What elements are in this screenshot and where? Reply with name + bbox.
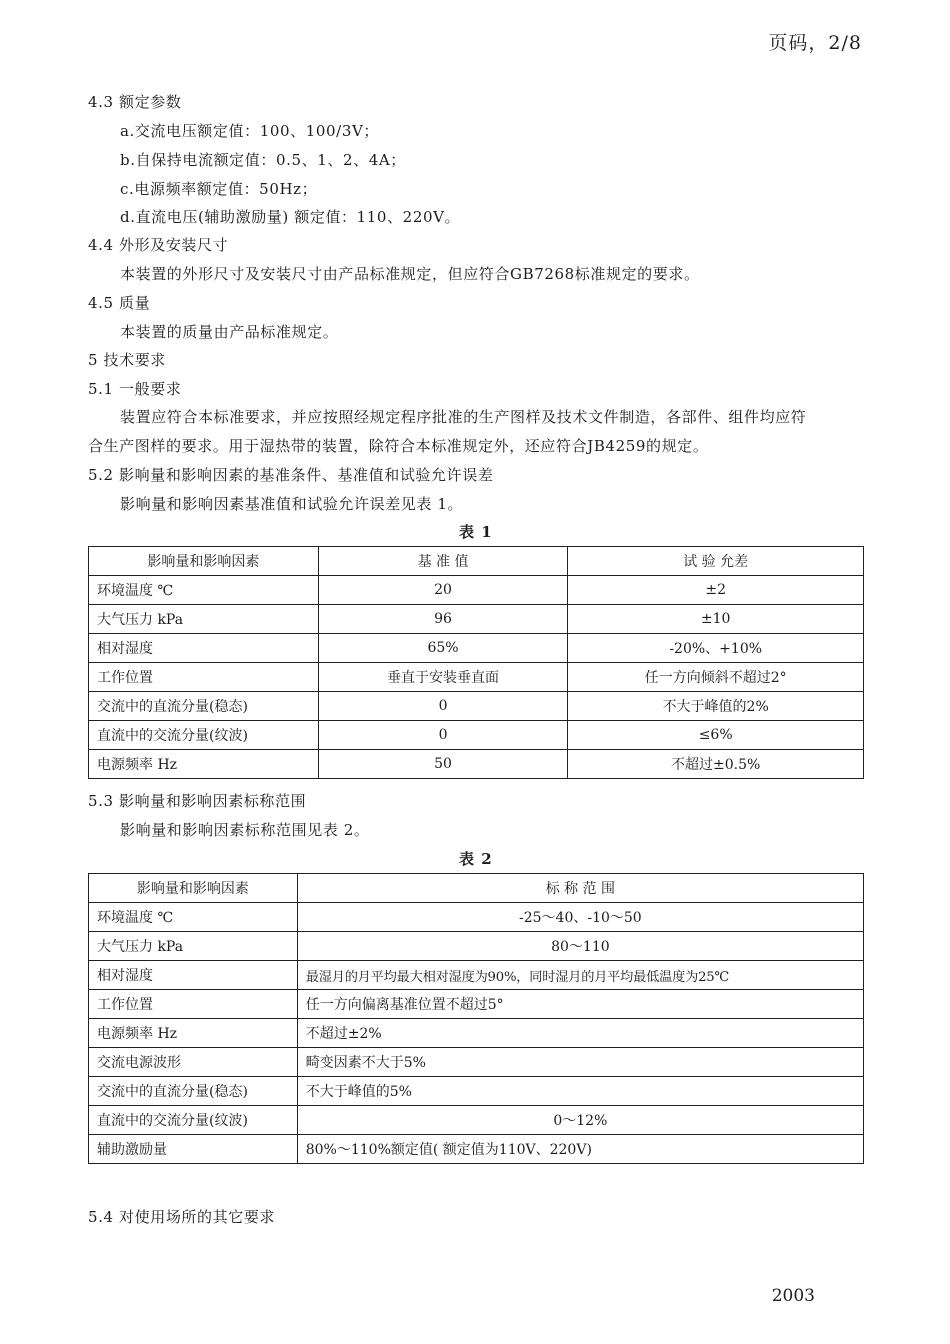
table-cell: 环境温度 ℃ xyxy=(89,576,319,605)
table-row xyxy=(89,721,864,750)
page-number: 页码，2/8 xyxy=(768,32,862,54)
section-5-1-heading: 5.1 一般要求 xyxy=(88,380,182,398)
section-5-1-paragraph-line1: 装置应符合本标准要求，并应按照经规定程序批准的生产图样及技术文件制造，各部件、组件均应符 xyxy=(120,408,807,426)
table-cell: -20%、+10% xyxy=(568,634,864,663)
section-4-5-paragraph: 本装置的质量由产品标准规定。 xyxy=(120,323,339,341)
table2-header-row xyxy=(89,874,864,903)
table-row xyxy=(89,634,864,663)
item-b: b.自保持电流额定值：0.5、1、2、4A； xyxy=(120,151,406,169)
table2 xyxy=(88,873,864,1164)
table-cell: 0～12% xyxy=(297,1106,863,1135)
table1-header-cell: 影响量和影响因素 xyxy=(89,547,319,576)
table-cell: 垂直于安装垂直面 xyxy=(318,663,568,692)
table-row xyxy=(89,692,864,721)
table-cell: 65% xyxy=(318,634,568,663)
section-5-3-heading: 5.3 影响量和影响因素标称范围 xyxy=(88,792,307,810)
table-cell: -25～40、-10～50 xyxy=(297,903,863,932)
table-cell: 不大于峰值的2% xyxy=(568,692,864,721)
table-cell: 工作位置 xyxy=(89,663,319,692)
table-row xyxy=(89,932,864,961)
table-cell: 大气压力 kPa xyxy=(89,605,319,634)
table-cell: 最湿月的月平均最大相对湿度为90%，同时湿月的月平均最低温度为25℃ xyxy=(297,961,863,990)
table-cell: 交流中的直流分量(稳态) xyxy=(89,692,319,721)
table-row xyxy=(89,990,864,1019)
table-row xyxy=(89,961,864,990)
table-cell: 环境温度 ℃ xyxy=(89,903,298,932)
table-cell: 工作位置 xyxy=(89,990,298,1019)
item-c: c.电源频率额定值：50Hz； xyxy=(120,180,318,198)
table1-header-cell: 试 验 允差 xyxy=(568,547,864,576)
table1-header-row xyxy=(89,547,864,576)
table-cell: 电源频率 Hz xyxy=(89,750,319,779)
table-row xyxy=(89,750,864,779)
table2-header-cell: 标 称 范 围 xyxy=(297,874,863,903)
table-cell: ±10 xyxy=(568,605,864,634)
table-cell: 96 xyxy=(318,605,568,634)
table-cell: 不超过±2% xyxy=(297,1019,863,1048)
table-row xyxy=(89,663,864,692)
table2-caption: 表 2 xyxy=(459,850,493,868)
table-cell: 0 xyxy=(318,692,568,721)
table-cell: 辅助激励量 xyxy=(89,1135,298,1164)
table-cell: 不大于峰值的5% xyxy=(297,1077,863,1106)
section-5-2-paragraph: 影响量和影响因素基准值和试验允许误差见表 1。 xyxy=(120,495,464,513)
table-row xyxy=(89,1019,864,1048)
table1-header-cell: 基 准 值 xyxy=(318,547,568,576)
table-cell: 50 xyxy=(318,750,568,779)
section-4-4-heading: 4.4 外形及安装尺寸 xyxy=(88,236,229,254)
table-row xyxy=(89,576,864,605)
table-cell: 任一方向倾斜不超过2° xyxy=(568,663,864,692)
section-5-1-paragraph-line2: 合生产图样的要求。用于湿热带的装置，除符合本标准规定外，还应符合JB4259的规定。 xyxy=(88,437,709,455)
table-cell: 交流电源波形 xyxy=(89,1048,298,1077)
table2-header-cell: 影响量和影响因素 xyxy=(89,874,298,903)
table-cell: 任一方向偏离基准位置不超过5° xyxy=(297,990,863,1019)
table-cell: 电源频率 Hz xyxy=(89,1019,298,1048)
table-row xyxy=(89,1048,864,1077)
item-a: a.交流电压额定值：100、100/3V； xyxy=(120,122,380,140)
footer-text: 2003 xyxy=(771,1286,815,1306)
table-cell: 相对湿度 xyxy=(89,961,298,990)
table-row xyxy=(89,903,864,932)
table-row xyxy=(89,1106,864,1135)
section-4-5-heading: 4.5 质量 xyxy=(88,294,151,312)
section-4-4-paragraph: 本装置的外形尺寸及安装尺寸由产品标准规定，但应符合GB7268标准规定的要求。 xyxy=(120,265,700,283)
table-cell: 不超过±0.5% xyxy=(568,750,864,779)
table-cell: ≤6% xyxy=(568,721,864,750)
table1 xyxy=(88,546,864,779)
section-5-3-paragraph: 影响量和影响因素标称范围见表 2。 xyxy=(120,821,370,839)
table-cell: 80～110 xyxy=(297,932,863,961)
table1-caption: 表 1 xyxy=(459,523,493,541)
table-cell: 80%～110%额定值( 额定值为110V、220V) xyxy=(297,1135,863,1164)
section-5-2-heading: 5.2 影响量和影响因素的基准条件、基准值和试验允许误差 xyxy=(88,466,494,484)
table-cell: 0 xyxy=(318,721,568,750)
item-d: d.直流电压(辅助激励量) 额定值：110、220V。 xyxy=(120,208,461,226)
section-5-4-heading: 5.4 对使用场所的其它要求 xyxy=(88,1208,276,1226)
table-row xyxy=(89,605,864,634)
table-row xyxy=(89,1077,864,1106)
table-cell: 畸变因素不大于5% xyxy=(297,1048,863,1077)
table-cell: 20 xyxy=(318,576,568,605)
section-5-heading: 5 技术要求 xyxy=(88,351,166,369)
table-cell: ±2 xyxy=(568,576,864,605)
section-4-3-heading: 4.3 额定参数 xyxy=(88,93,182,111)
table-cell: 相对湿度 xyxy=(89,634,319,663)
table-cell: 直流中的交流分量(纹波) xyxy=(89,1106,298,1135)
table-cell: 大气压力 kPa xyxy=(89,932,298,961)
table-cell: 交流中的直流分量(稳态) xyxy=(89,1077,298,1106)
table-cell: 直流中的交流分量(纹波) xyxy=(89,721,319,750)
table-row xyxy=(89,1135,864,1164)
